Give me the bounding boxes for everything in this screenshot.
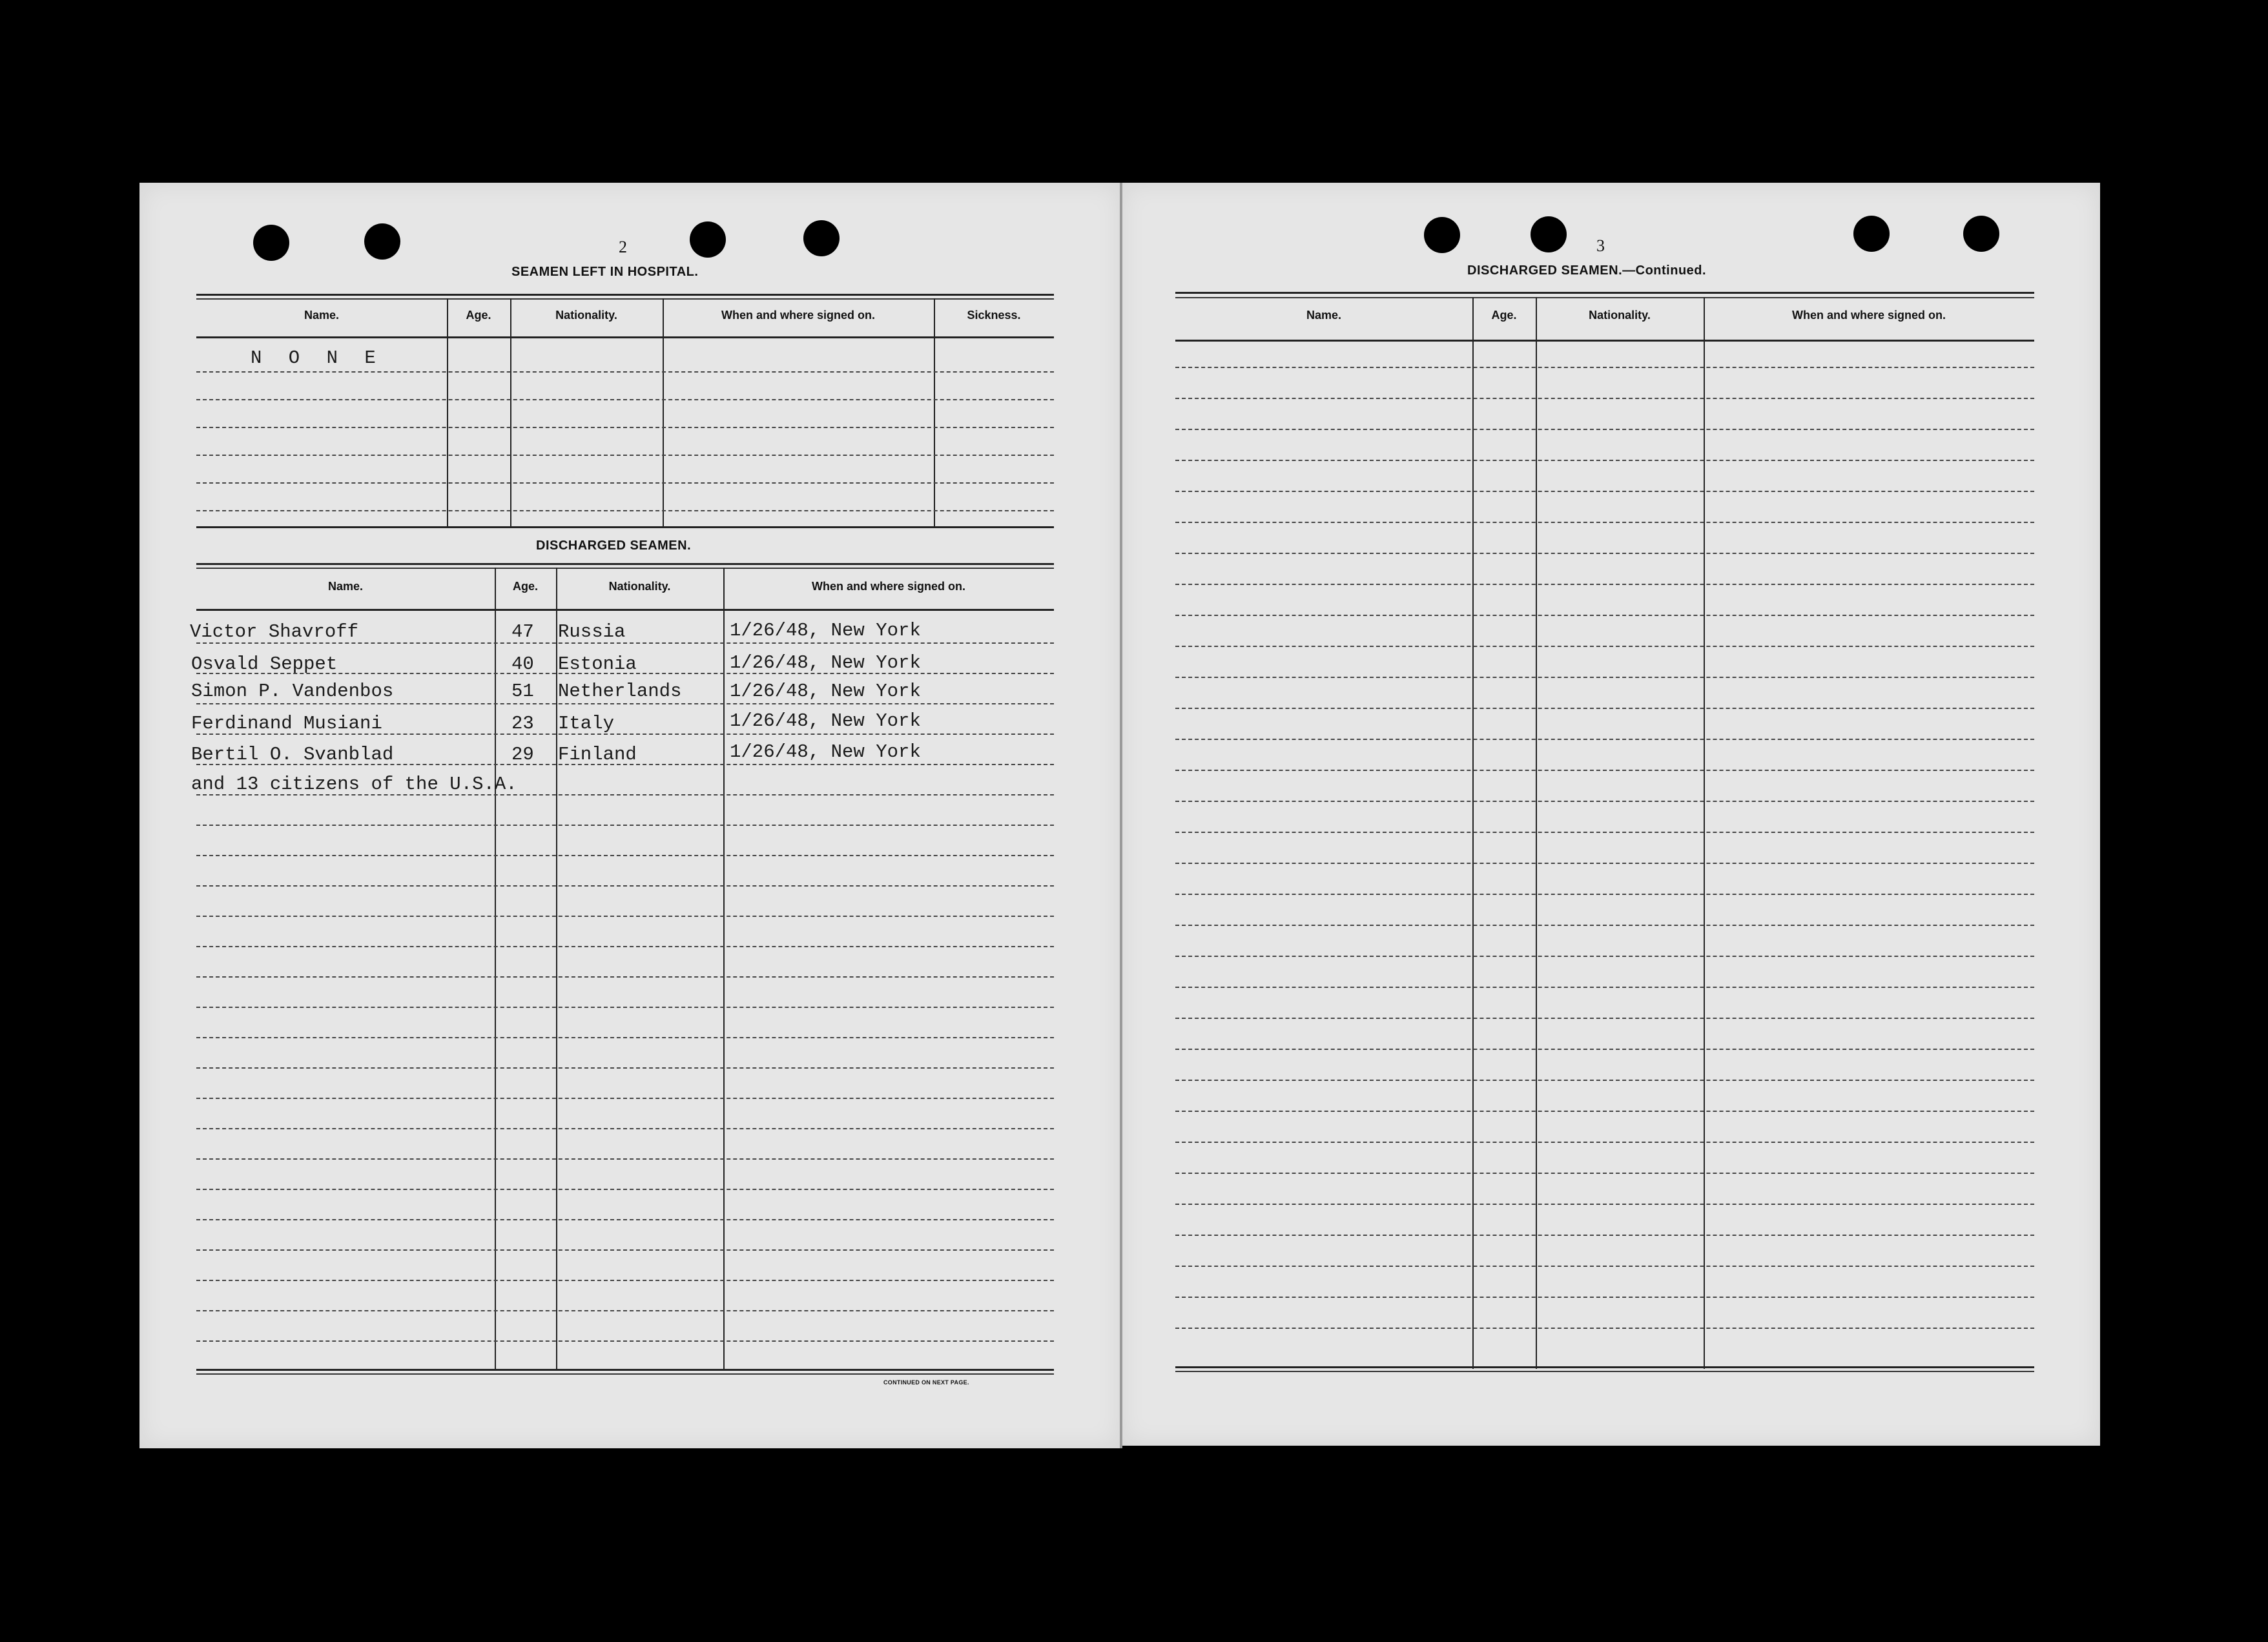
row-rule [196,1219,1054,1220]
seaman-name: Ferdinand Musiani [191,713,382,734]
seaman-signed-on: 1/26/48, New York [730,710,921,732]
row-rule [1175,894,2034,895]
punch-hole [1963,216,1999,252]
column-divider [510,298,511,528]
row-rule [1175,925,2034,926]
row-rule [1175,832,2034,833]
row-rule [1175,1235,2034,1236]
seaman-age: 29 [511,744,534,765]
seaman-signed-on: 1/26/48, New York [730,620,921,641]
row-rule [196,427,1054,428]
row-rule [196,510,1054,511]
row-rule [1175,987,2034,988]
seaman-signed-on: 1/26/48, New York [730,681,921,702]
row-rule [196,703,1054,704]
hospital-entry: N O N E [251,347,384,369]
row-rule [1175,1204,2034,1205]
hospital-table-bottom-rule [196,526,1054,528]
row-rule [1175,1328,2034,1329]
right-page [1121,183,2100,1446]
seaman-signed-on: 1/26/48, New York [730,652,921,673]
seaman-name: Osvald Seppet [191,653,338,675]
column-divider [1704,297,1705,1369]
column-header-nationality: Nationality. [555,309,617,322]
column-header-signed-on: When and where signed on. [721,309,876,322]
discharged-continued-title: DISCHARGED SEAMEN.—Continued. [1467,263,1707,278]
table-bottom-rule [1175,1366,2034,1368]
row-rule [196,399,1054,400]
hospital-table-top-rule [196,298,1054,300]
seaman-nationality: Estonia [558,653,637,675]
page-number: 3 [1596,236,1605,255]
hospital-header-rule [196,336,1054,338]
row-rule [196,1340,1054,1342]
column-header-nationality: Nationality. [608,580,671,593]
column-header-nationality: Nationality. [1589,309,1651,322]
seaman-age: 47 [511,621,534,642]
hospital-section-title: SEAMEN LEFT IN HOSPITAL. [511,265,699,279]
discharged-header-rule [196,609,1054,611]
row-rule [196,1037,1054,1038]
column-divider [663,298,664,528]
seaman-nationality: Netherlands [558,681,682,702]
column-header-signed-on: When and where signed on. [1791,309,1946,322]
row-rule [196,1249,1054,1251]
row-rule [1175,553,2034,554]
column-header-name: Name. [327,580,364,593]
column-divider [934,298,935,528]
seaman-nationality: Russia [558,621,626,642]
seaman-name: Simon P. Vandenbos [191,681,394,702]
punch-hole [1853,216,1890,252]
row-rule [1175,460,2034,461]
row-rule [1175,1297,2034,1298]
seaman-signed-on: 1/26/48, New York [730,741,921,763]
column-header-signed-on: When and where signed on. [811,580,966,593]
row-rule [196,1280,1054,1281]
table-top-rule [1175,297,2034,298]
row-rule [196,855,1054,856]
table-bottom-rule [1175,1371,2034,1372]
page-number: 2 [619,238,627,256]
row-rule [1175,1018,2034,1019]
row-rule [196,825,1054,826]
row-rule [1175,367,2034,368]
row-rule [196,916,1054,917]
row-rule [196,1310,1054,1311]
column-header-age: Age. [1491,309,1517,322]
row-rule [196,1128,1054,1129]
left-page [139,183,1121,1448]
row-rule [1175,429,2034,430]
seaman-name: Victor Shavroff [190,621,359,642]
row-rule [1175,584,2034,585]
row-rule [1175,708,2034,709]
discharged-section-title: DISCHARGED SEAMEN. [536,539,692,553]
row-rule [1175,770,2034,771]
row-rule [1175,956,2034,957]
row-rule [1175,646,2034,647]
row-rule [196,946,1054,947]
seaman-age: 40 [511,653,534,675]
discharged-table-top-rule [196,568,1054,569]
row-rule [1175,1080,2034,1081]
row-rule [196,642,1054,644]
column-header-name: Name. [1306,309,1342,322]
continued-footer: CONTINUED ON NEXT PAGE. [883,1379,969,1386]
row-rule [1175,615,2034,616]
row-rule [1175,1266,2034,1267]
punch-hole [253,225,289,261]
row-rule [1175,522,2034,523]
row-rule [1175,801,2034,802]
row-rule [1175,1173,2034,1174]
row-rule [1175,398,2034,399]
row-rule [196,885,1054,887]
punch-hole [364,223,400,260]
seaman-nationality: Italy [558,713,615,734]
table-header-rule [1175,340,2034,342]
seaman-age: 23 [511,713,534,734]
table-top-rule [1175,292,2034,294]
row-rule [196,1158,1054,1160]
row-rule [1175,1142,2034,1143]
column-divider [447,298,448,528]
column-divider [1472,297,1474,1369]
punch-hole [1424,217,1460,253]
seaman-nationality: Finland [558,744,637,765]
row-rule [196,455,1054,456]
row-rule [196,1007,1054,1008]
column-header-age: Age. [466,309,491,322]
row-rule [1175,1049,2034,1050]
seaman-name: Bertil O. Svanblad [191,744,394,765]
citizens-note: and 13 citizens of the U.S.A. [191,774,517,795]
hospital-table-top-rule [196,294,1054,296]
column-header-age: Age. [512,580,538,593]
punch-hole [803,220,840,256]
row-rule [196,482,1054,484]
row-rule [196,1098,1054,1099]
row-rule [1175,1111,2034,1112]
row-rule [196,371,1054,373]
seaman-age: 51 [511,681,534,702]
row-rule [196,1189,1054,1190]
discharged-table-bottom-rule [196,1373,1054,1375]
punch-hole [1531,216,1567,252]
row-rule [196,1067,1054,1069]
column-header-sickness: Sickness. [967,309,1021,322]
row-rule [1175,677,2034,678]
discharged-table-bottom-rule [196,1369,1054,1371]
row-rule [1175,491,2034,492]
row-rule [1175,863,2034,864]
column-divider [1536,297,1537,1369]
row-rule [196,976,1054,978]
discharged-table-top-rule [196,563,1054,565]
column-header-name: Name. [304,309,340,322]
page-fold [1120,183,1122,1448]
row-rule [1175,739,2034,740]
punch-hole [690,221,726,258]
